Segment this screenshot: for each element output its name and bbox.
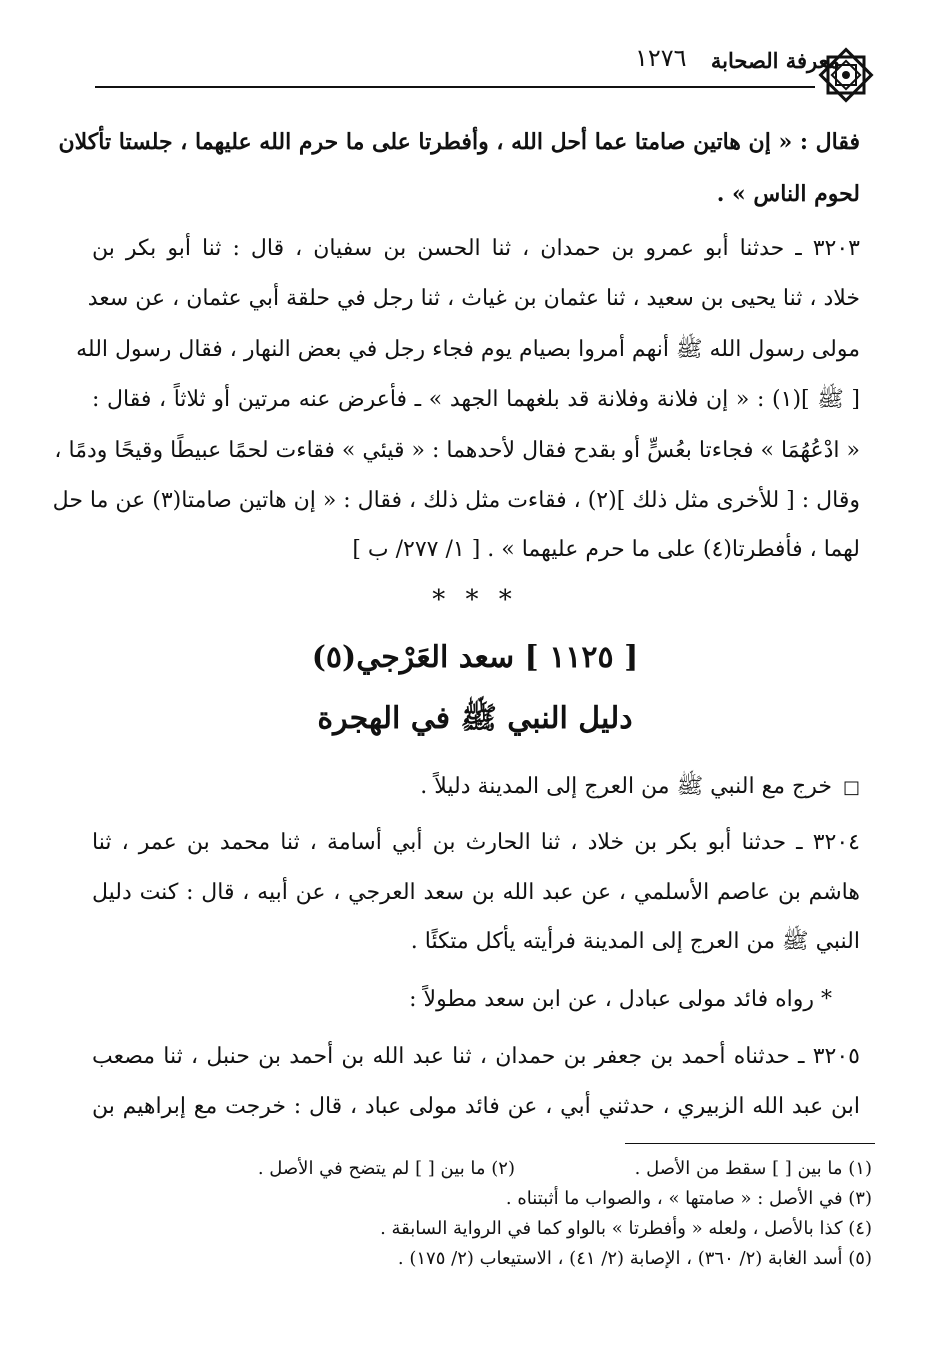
text-line: * رواه فائد مولى عبادل ، عن ابن سعد مطولاً :	[409, 987, 832, 1012]
entry-heading: [ ١١٢٥ ] سعد العَرْجي(٥)	[311, 640, 639, 675]
text-line: ابن عبد الله الزبيري ، حدثني أبي ، عن فائد مولى عباد ، قال : خرجت مع إبراهيم بن	[92, 1094, 860, 1119]
bullet-icon: □	[842, 777, 860, 798]
text-line: ٣٢٠٣ ـ حدثنا أبو عمرو بن حمدان ، ثنا الحسن بن سفيان ، قال : ثنا أبو بكر بن	[92, 236, 860, 261]
footnote: (٥) أسد الغابة (٢/ ٣٦٠) ، الإصابة (٢/ ٤١) ، الاستيعاب (٢/ ١٧٥) .	[397, 1248, 872, 1269]
text-line: خرج مع النبي ﷺ من العرج إلى المدينة دليلاً .	[420, 774, 832, 799]
running-header-title: معرفة الصحابة	[710, 48, 840, 73]
text-line: هاشم بن عاصم الأسلمي ، عن عبد الله بن سعد العرجي ، عن أبيه ، قال : كنت دليل	[92, 880, 860, 905]
text-line: وقال : [ للأخرى مثل ذلك ](٢) ، فقاءت مثل ذلك ، فقال : « إن هاتين صامتا(٣) عن ما حل	[52, 488, 860, 513]
footnote: (٣) في الأصل : « صامتها » ، والصواب ما أثبتناه .	[505, 1188, 872, 1209]
header-divider	[95, 86, 815, 88]
text-line: ٣٢٠٤ ـ حدثنا أبو بكر بن خلاد ، ثنا الحارث بن أبي أسامة ، ثنا محمد بن عمر ، ثنا	[92, 830, 860, 855]
section-separator: * * *	[432, 585, 518, 615]
text-line: ٣٢٠٥ ـ حدثناه أحمد بن جعفر بن حمدان ، ثنا عبد الله بن أحمد بن حنبل ، ثنا مصعب	[92, 1044, 860, 1069]
text-line: « ادْعُهُمَا » فجاءتا بعُسٍّ أو بقدح فقال لأحدهما : « قيئي » فقاءت لحمًا عبيطًا وقيحًا ودمًا ،	[54, 438, 860, 463]
ornament-icon	[815, 44, 877, 106]
text-line: [ ﷺ ](١) : « إن فلانة وفلانة قد بلغهما الجهد » ـ فأعرض عنه مرتين أو ثلاثاً ، فقال :	[92, 387, 861, 412]
text-line: النبي ﷺ من العرج إلى المدينة فرأيته يأكل متكئًا .	[410, 929, 860, 954]
text-line: لحوم الناس » .	[716, 181, 860, 207]
page-number: ١٢٧٦	[635, 44, 687, 72]
text-line: فقال : « إن هاتين صامتا عما أحل الله ، وأفطرتا على ما حرم الله عليهما ، جلستا تأكلان	[58, 129, 860, 155]
footnote: (١) ما بين [ ] سقط من الأصل .	[634, 1158, 872, 1179]
text-line: مولى رسول الله ﷺ أنهم أمروا بصيام يوم فجاء رجل في بعض النهار ، فقال رسول الله	[76, 337, 860, 362]
footnote-divider	[625, 1143, 875, 1144]
footnote: (٤) كذا بالأصل ، ولعله « وأفطرتا » بالواو كما في الرواية السابقة .	[380, 1218, 872, 1239]
text-line: خلاد ، ثنا يحيى بن سعيد ، ثنا عثمان بن غياث ، ثنا رجل في حلقة أبي عثمان ، عن سعد	[87, 286, 860, 311]
footnote: (٢) ما بين [ ] لم يتضح في الأصل .	[257, 1158, 515, 1179]
entry-subheading: دليل النبي ﷺ في الهجرة	[317, 701, 633, 736]
text-line: لهما ، فأفطرتا(٤) على ما حرم عليهما » . [ ١/ ٢٧٧/ ب ]	[352, 537, 860, 562]
